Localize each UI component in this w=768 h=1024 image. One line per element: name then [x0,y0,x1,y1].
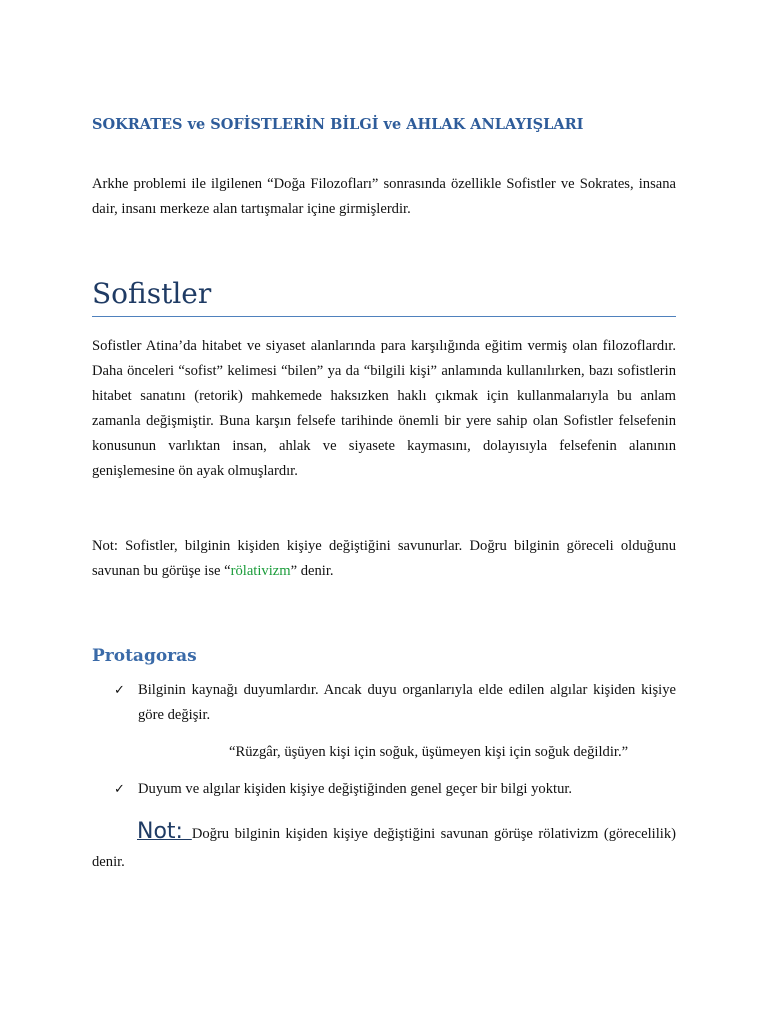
sofist-paragraph: Sofistler Atina’da hitabet ve siyaset alanlarında para karşılığında eğitim vermiş olan filozoflardır. Daha önceleri “sofist” kelimesi “bilen” ya da “bilgili kişi” anlamında kullanılırken, bazı sofistlerin hitabet sanatını (retorik) mahkemede haksızken haklı çıkmak için kullanmalarıyla bu anlam zamanla değişmiştir. Buna karşın felsefe tarihinde önemli bir yere sahip olan Sofistler felsefenin konusunun varlıktan insan, ahlak ve siyasete kaymasını, dolayısıyla felsefenin alanının genişlemesine ön ayak olmuşlardır. [92,338,676,479]
final-note-text: Doğru bilginin kişiden kişiye değiştiğini savunan görüşe rölativizm (görecelilik) denir. [92,826,676,870]
sub-heading-protagoras: Protagoras [92,646,197,666]
intro-paragraph: Arkhe problemi ile ilgilenen “Doğa Filozofları” sonrasında özellikle Sofistler ve Sokrates, insana dair, insanı merkeze alan tartışmalar içine girmişlerdir. [92,176,676,217]
document-title: SOKRATES ve SOFİSTLERİN BİLGİ ve AHLAK ANLAYIŞLARI [92,116,584,133]
bullet-item [114,777,676,802]
final-note-label: Not: [137,819,192,844]
note-text-after: ” denir. [290,563,334,579]
section-heading-sofistler: Sofistler [92,274,676,317]
bullet-item [114,678,676,728]
note-highlight-term: rölativizm [230,563,291,579]
bullet-text: Duyum ve algılar kişiden kişiye değiştiğinden genel geçer bir bilgi yoktur. [138,781,573,797]
bullet-text: Bilginin kaynağı duyumlardır. Ancak duyu organlarıyla elde edilen algılar kişiden kişiye göre değişir. [138,682,676,723]
final-note-paragraph [92,818,676,876]
check-icon: ✓ [114,683,125,698]
note-paragraph [92,534,676,584]
quote-text: “Rüzgâr, üşüyen kişi için soğuk, üşümeyen kişi için soğuk değildir.” [229,744,629,760]
note-text-before: Not: Sofistler, bilginin kişiden kişiye değiştiğini savunurlar. Doğru bilginin göreceli olduğunu savunan bu görüşe ise “ [92,538,676,579]
check-icon: ✓ [114,782,125,797]
